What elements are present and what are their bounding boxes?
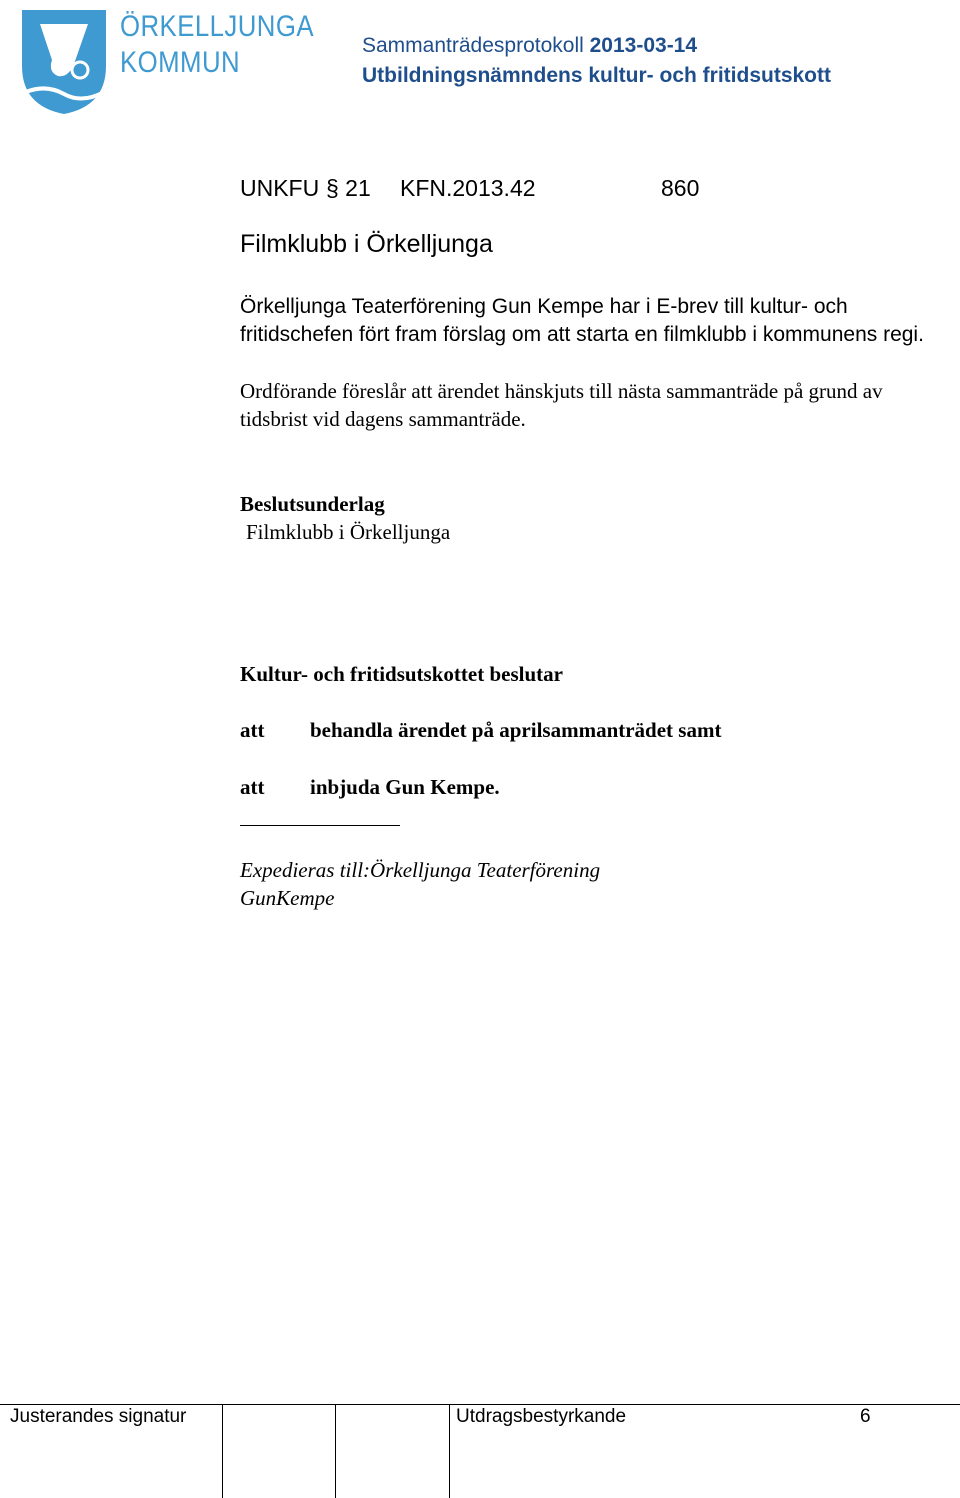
decision-prefix-2: att xyxy=(240,775,265,799)
body-paragraph-2: Ordförande föreslår att ärendet hänskjuts till nästa sammanträde på grund av tidsbrist vid dagens sammanträde. xyxy=(240,379,883,431)
paragraph-number: § 21 xyxy=(326,175,371,201)
case-reference: KFN.2013.42 xyxy=(400,175,536,201)
basis-heading: Beslutsunderlag xyxy=(240,492,385,516)
protocol-label: Sammanträdesprotokoll xyxy=(362,34,584,57)
decision-prefix-1: att xyxy=(240,718,265,742)
footer-divider xyxy=(335,1404,336,1498)
footer-divider xyxy=(449,1404,450,1498)
footer-rule xyxy=(0,1404,960,1405)
paragraph-prefix: UNKFU xyxy=(240,175,320,201)
distribution-line-2: GunKempe xyxy=(240,886,335,910)
page-number: 6 xyxy=(860,1406,871,1427)
committee-name: Utbildningsnämndens kultur- och fritidsutskott xyxy=(362,64,831,87)
decision-text-1: behandla ärendet på aprilsammanträdet samt xyxy=(310,718,722,742)
document-number: 860 xyxy=(661,175,700,201)
logo-name-line2: KOMMUN xyxy=(120,46,241,79)
basis-item: Filmklubb i Örkelljunga xyxy=(246,520,451,544)
logo-name-line1: ÖRKELLJUNGA xyxy=(120,10,314,43)
certificate-label: Utdragsbestyrkande xyxy=(456,1406,627,1427)
signature-label: Justerandes signatur xyxy=(10,1406,187,1427)
decision-heading: Kultur- och fritidsutskottet beslutar xyxy=(240,662,563,686)
page-title: Filmklubb i Örkelljunga xyxy=(240,230,493,258)
coat-of-arms-icon xyxy=(18,6,118,118)
separator-line xyxy=(240,825,400,826)
municipality-logo xyxy=(18,6,318,118)
footer-divider xyxy=(222,1404,223,1498)
decision-text-2: inbjuda Gun Kempe. xyxy=(310,775,500,799)
protocol-header xyxy=(362,34,697,58)
protocol-date: 2013-03-14 xyxy=(589,34,698,57)
body-paragraph-1: Örkelljunga Teaterförening Gun Kempe har i E-brev till kultur- och fritidschefen fört fram förslag om att starta en filmklubb i kommunens regi. xyxy=(240,295,924,346)
distribution-line-1: Expedieras till:Örkelljunga Teaterförening xyxy=(240,858,601,882)
